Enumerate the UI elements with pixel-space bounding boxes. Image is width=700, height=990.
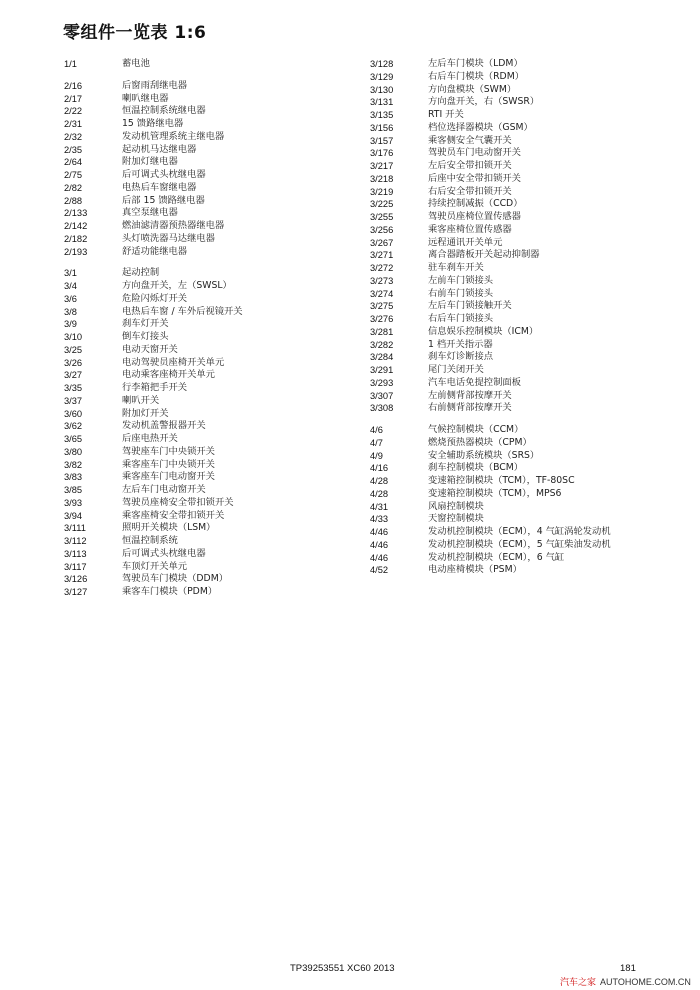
footer-doc-ref: TP39253551 XC60 2013 [290, 963, 395, 974]
component-label: 方向盘开关，左（SWSL） [122, 280, 232, 291]
component-code: 3/111 [64, 523, 86, 534]
component-entry [370, 326, 690, 339]
component-entry [64, 156, 354, 169]
component-entry [64, 220, 354, 233]
component-entry [370, 224, 690, 237]
component-entry [64, 58, 354, 71]
watermark [560, 975, 691, 988]
component-entry [370, 539, 690, 552]
component-entry [64, 246, 354, 259]
component-label: 燃油滤清器预热器继电器 [122, 220, 225, 231]
component-entry [370, 462, 690, 475]
component-label: 乘客座车门中央锁开关 [122, 458, 215, 470]
component-entry [370, 437, 690, 450]
component-label: 信息娱乐控制模块（ICM） [428, 325, 539, 337]
component-label: 发动机控制模块（ECM），6 气缸 [428, 551, 565, 563]
component-entry [370, 122, 690, 135]
component-code: 4/46 [370, 527, 389, 537]
entry-group [64, 80, 354, 259]
component-label: 驾驶员车门电动窗开关 [428, 147, 521, 159]
component-entry [370, 364, 690, 377]
component-entry [370, 450, 690, 463]
component-code: 3/256 [370, 224, 394, 235]
component-label: 驾驶员座椅位置传感器 [428, 211, 521, 222]
component-entry [370, 300, 690, 313]
component-entry [64, 535, 354, 548]
left-column [64, 58, 354, 608]
component-entry [64, 182, 354, 195]
component-code: 3/131 [370, 97, 394, 108]
component-label: 右后车门模块（RDM） [428, 70, 525, 82]
component-code: 4/52 [370, 565, 389, 576]
component-label: 照明开关模块（LSM） [122, 522, 216, 534]
component-entry [64, 586, 354, 599]
component-label: 左后安全带扣锁开关 [428, 160, 512, 171]
component-code: 3/80 [64, 446, 83, 457]
component-entry [370, 390, 690, 403]
component-label: 驾驶员车门模块（DDM） [122, 573, 229, 585]
component-label: 起动机马达继电器 [122, 143, 197, 155]
component-code: 2/82 [64, 182, 83, 193]
component-label: 真空泵继电器 [122, 207, 178, 219]
component-entry [370, 288, 690, 301]
component-code: 4/46 [370, 539, 389, 550]
component-entry [64, 105, 354, 118]
component-code: 2/17 [64, 93, 83, 104]
component-label: 后座电热开关 [122, 433, 178, 444]
component-label: 方向盘模块（SWM） [428, 83, 517, 95]
component-entry [370, 526, 690, 539]
component-label: 舒适功能继电器 [122, 245, 188, 257]
watermark-brand: 汽车之家 [560, 978, 597, 988]
component-label: 电热后车窗继电器 [122, 181, 197, 193]
component-code: 1/1 [64, 59, 77, 69]
component-code: 3/218 [370, 173, 394, 184]
component-code: 3/25 [64, 344, 83, 355]
component-code: 3/82 [64, 459, 83, 470]
component-code: 3/126 [64, 574, 88, 585]
component-code: 3/217 [370, 161, 394, 171]
component-label: 右后安全带扣锁开关 [428, 185, 512, 197]
page-number: 181 [620, 963, 636, 974]
watermark-url: AUTOHOME.COM.CN [600, 977, 691, 987]
component-entry [64, 80, 354, 93]
component-code: 3/282 [370, 339, 394, 350]
component-code: 3/60 [64, 408, 83, 419]
component-label: 风扇控制模块 [428, 500, 484, 512]
component-label: 电动驾驶员座椅开关单元 [122, 356, 225, 368]
component-code: 3/156 [370, 122, 394, 133]
component-code: 3/10 [64, 332, 83, 342]
component-code: 3/65 [64, 434, 83, 444]
component-code: 2/75 [64, 170, 83, 180]
component-label: 左后车门模块（LDM） [428, 58, 523, 69]
component-code: 3/130 [370, 84, 394, 95]
component-label: 恒温控制系统继电器 [122, 105, 206, 117]
component-label: 乘客座椅安全带扣锁开关 [122, 509, 225, 521]
component-entry [370, 186, 690, 199]
component-code: 4/46 [370, 552, 389, 563]
component-code: 2/193 [64, 246, 88, 257]
component-label: 左后车门锁接触开关 [428, 300, 512, 312]
component-code: 3/291 [370, 365, 394, 375]
component-label: 右前车门锁接头 [428, 287, 494, 299]
component-label: 恒温控制系统 [122, 535, 178, 546]
component-code: 3/225 [370, 199, 394, 210]
component-label: 天窗控制模块 [428, 513, 484, 525]
component-code: 3/35 [64, 383, 83, 393]
component-label: 驻车刹车开关 [428, 262, 484, 273]
component-entry [370, 402, 690, 415]
component-code: 2/35 [64, 144, 83, 155]
component-entry [370, 173, 690, 186]
component-label: 尾门关闭开关 [428, 364, 484, 375]
component-code: 2/32 [64, 131, 83, 142]
component-code: 4/16 [370, 463, 389, 474]
component-entry [370, 135, 690, 148]
component-entry [370, 58, 690, 71]
component-entry [64, 459, 354, 472]
component-entry [64, 144, 354, 157]
component-entry [370, 71, 690, 84]
component-code: 2/16 [64, 80, 83, 91]
component-code: 3/274 [370, 288, 394, 299]
component-entry [370, 211, 690, 224]
component-code: 3/275 [370, 301, 394, 312]
component-label: 喇叭继电器 [122, 92, 169, 104]
component-label: 后座中安全带扣锁开关 [428, 172, 521, 184]
component-code: 3/127 [64, 587, 88, 597]
component-label: 后可调式头枕继电器 [122, 169, 206, 180]
component-label: 变速箱控制模块（TCM），TF-80SC [428, 475, 575, 486]
component-code: 3/117 [64, 561, 87, 572]
component-entry [64, 118, 354, 131]
component-code: 3/85 [64, 485, 83, 495]
component-entry [64, 471, 354, 484]
component-label: 危险闪烁灯开关 [122, 292, 188, 304]
component-label: 变速箱控制模块（TCM），MPS6 [428, 487, 562, 499]
component-label: 刹车灯开关 [122, 318, 169, 330]
component-label: 乘客侧安全气囊开关 [428, 134, 512, 146]
component-entry [64, 573, 354, 586]
component-label: 发动机盖警报器开关 [122, 420, 206, 432]
component-code: 3/276 [370, 314, 394, 324]
component-entry [64, 548, 354, 561]
component-code: 2/182 [64, 233, 88, 244]
component-label: 乘客座车门电动窗开关 [122, 471, 215, 483]
component-code: 2/88 [64, 195, 83, 206]
component-code: 3/272 [370, 263, 394, 273]
component-label: 档位选择器模块（GSM） [428, 121, 533, 133]
component-code: 2/31 [64, 119, 83, 129]
component-entry [64, 195, 354, 208]
component-label: 后窗雨刮继电器 [122, 79, 188, 91]
component-entry [370, 351, 690, 364]
component-entry [64, 131, 354, 144]
component-label: 左后车门电动窗开关 [122, 484, 206, 495]
component-code: 4/28 [370, 488, 389, 499]
component-entry [370, 339, 690, 352]
component-code: 3/112 [64, 536, 87, 546]
right-column [370, 58, 690, 586]
component-entry [64, 93, 354, 106]
component-label: 倒车灯接头 [122, 331, 169, 342]
component-code: 3/271 [370, 250, 394, 261]
component-label: 起动控制 [122, 267, 160, 279]
component-code: 3/307 [370, 390, 394, 401]
component-label: 蓄电池 [122, 58, 150, 69]
component-entry [370, 147, 690, 160]
component-entry [370, 564, 690, 577]
component-entry [370, 275, 690, 288]
component-label: 电动座椅模块（PSM） [428, 564, 522, 576]
component-label: 电动天窗开关 [122, 343, 178, 355]
component-code: 2/142 [64, 221, 88, 231]
component-entry [370, 96, 690, 109]
component-code: 3/281 [370, 326, 394, 337]
component-code: 3/267 [370, 237, 394, 248]
component-label: 驾驶员座椅安全带扣锁开关 [122, 496, 234, 508]
component-label: 行李箱把手开关 [122, 382, 188, 393]
component-code: 3/135 [370, 110, 394, 120]
component-code: 4/9 [370, 450, 383, 461]
component-code: 2/64 [64, 157, 83, 168]
component-code: 3/219 [370, 186, 394, 197]
component-label: 后可调式头枕继电器 [122, 547, 206, 559]
component-entry [370, 249, 690, 262]
component-code: 3/284 [370, 352, 394, 363]
component-entry [64, 344, 354, 357]
component-entry [64, 207, 354, 220]
component-label: 气候控制模块（CCM） [428, 424, 524, 435]
component-code: 3/83 [64, 472, 83, 483]
component-code: 3/26 [64, 357, 83, 368]
entry-group [64, 58, 354, 71]
component-label: 右前侧背部按摩开关 [428, 402, 512, 414]
component-entry [370, 501, 690, 514]
component-code: 4/28 [370, 476, 389, 486]
component-code: 3/273 [370, 275, 394, 286]
component-label: 汽车电话免提控制面板 [428, 376, 521, 388]
component-code: 3/8 [64, 306, 77, 317]
component-label: 左前车门锁接头 [428, 274, 494, 286]
component-entry [370, 488, 690, 501]
component-entry [370, 475, 690, 488]
component-label: 方向盘开关，右（SWSR） [428, 96, 540, 108]
entry-group [370, 58, 690, 415]
component-code: 3/308 [370, 403, 394, 414]
component-label: 后部 15 馈路继电器 [122, 194, 205, 206]
component-code: 3/293 [370, 377, 394, 388]
component-code: 3/129 [370, 71, 394, 82]
component-entry [64, 395, 354, 408]
component-label: 驾驶座车门中央锁开关 [122, 445, 215, 457]
component-entry [370, 84, 690, 97]
component-entry [370, 109, 690, 122]
component-code: 3/62 [64, 421, 83, 432]
component-entry [64, 331, 354, 344]
component-label: 车顶灯开关单元 [122, 560, 188, 572]
component-label: 乘客车门模块（PDM） [122, 586, 218, 597]
component-entry [64, 484, 354, 497]
component-label: 喇叭开关 [122, 394, 160, 406]
component-entry [370, 198, 690, 211]
component-label: 燃烧预热器模块（CPM） [428, 436, 532, 448]
page-title: 零组件一览表 1:6 [63, 23, 207, 43]
component-entry [64, 169, 354, 182]
component-entry [370, 313, 690, 326]
component-label: 头灯喷洗器马达继电器 [122, 232, 215, 244]
component-label: 电动乘客座椅开关单元 [122, 369, 215, 381]
component-code: 3/128 [370, 59, 394, 69]
component-code: 3/6 [64, 293, 77, 304]
component-entry [64, 446, 354, 459]
component-code: 3/9 [64, 319, 77, 330]
component-entry [64, 233, 354, 246]
component-label: 右后车门锁接头 [428, 313, 494, 324]
component-label: 附加灯继电器 [122, 156, 178, 168]
component-entry [64, 433, 354, 446]
component-entry [64, 522, 354, 535]
component-code: 2/133 [64, 208, 88, 219]
component-code: 4/31 [370, 501, 389, 512]
component-label: 刹车灯诊断接点 [428, 351, 494, 363]
entry-group [64, 267, 354, 599]
component-label: 电热后车窗 / 车外后视镜开关 [122, 305, 243, 317]
component-entry [370, 552, 690, 565]
component-entry [64, 408, 354, 421]
component-label: 附加灯开关 [122, 407, 169, 419]
component-code: 3/157 [370, 135, 394, 146]
component-entry [370, 160, 690, 173]
component-code: 3/27 [64, 370, 83, 381]
component-code: 3/255 [370, 212, 394, 222]
component-entry [370, 237, 690, 250]
component-entry [64, 357, 354, 370]
component-entry [64, 510, 354, 523]
component-label: 15 馈路继电器 [122, 118, 184, 129]
component-entry [64, 369, 354, 382]
component-entry [64, 267, 354, 280]
component-entry [64, 280, 354, 293]
component-code: 4/6 [370, 425, 383, 435]
component-code: 3/113 [64, 548, 87, 559]
component-entry [64, 382, 354, 395]
component-entry [370, 424, 690, 437]
component-entry [370, 377, 690, 390]
component-code: 3/37 [64, 395, 83, 406]
component-entry [64, 497, 354, 510]
component-entry [370, 513, 690, 526]
component-label: RTI 开关 [428, 109, 464, 120]
component-entry [64, 318, 354, 331]
component-label: 远程通讯开关单元 [428, 236, 503, 248]
component-label: 发动机控制模块（ECM），5 气缸柴油发动机 [428, 538, 611, 550]
component-entry [64, 420, 354, 433]
component-label: 持续控制减振（CCD） [428, 198, 523, 210]
component-label: 1 档开关指示器 [428, 338, 493, 350]
component-label: 发动机控制模块（ECM），4 气缸涡轮发动机 [428, 526, 611, 537]
component-label: 安全辅助系统模块（SRS） [428, 449, 540, 461]
component-code: 2/22 [64, 106, 83, 117]
component-code: 3/1 [64, 268, 77, 279]
component-entry [64, 561, 354, 574]
component-label: 发动机管理系统主继电器 [122, 130, 225, 142]
component-label: 离合器踏板开关起动抑制器 [428, 249, 540, 261]
component-label: 刹车控制模块（BCM） [428, 462, 524, 474]
component-code: 3/93 [64, 497, 83, 508]
component-entry [64, 293, 354, 306]
entry-group [370, 424, 690, 577]
component-label: 乘客座椅位置传感器 [428, 223, 512, 235]
component-label: 左前侧背部按摩开关 [428, 389, 512, 401]
component-entry [64, 306, 354, 319]
component-code: 3/4 [64, 281, 77, 291]
component-code: 4/7 [370, 437, 383, 448]
component-entry [370, 262, 690, 275]
component-code: 3/94 [64, 510, 83, 521]
component-code: 4/33 [370, 514, 389, 525]
component-code: 3/176 [370, 148, 394, 159]
